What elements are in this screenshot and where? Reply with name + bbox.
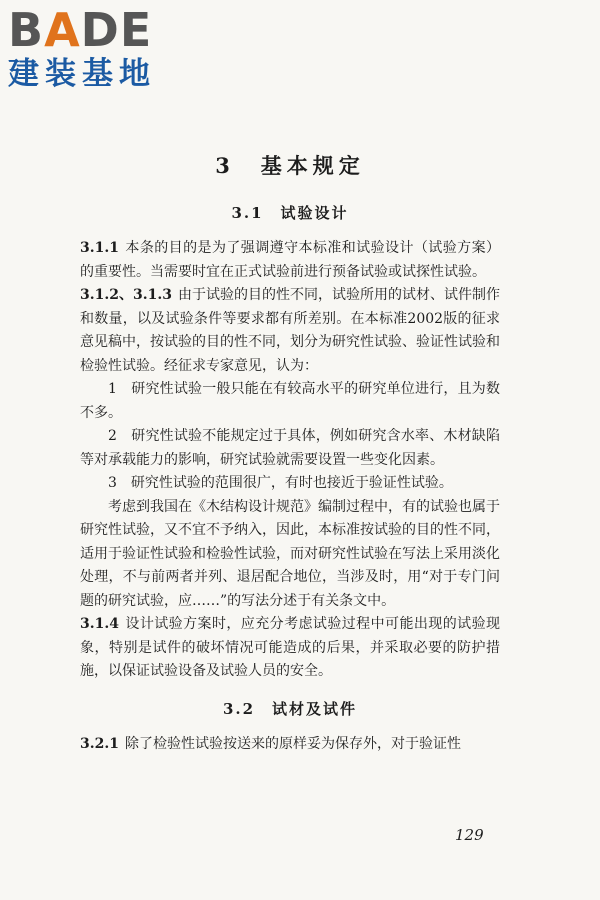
clause-number: 3.2.1 xyxy=(80,735,119,752)
clause-text: 本条的目的是为了强调遵守本标准和试验设计（试验方案）的重要性。当需要时宜在正式试验前进行预备试验或试探性试验。 xyxy=(80,240,500,280)
clause-text: 除了检验性试验按送来的原样妥为保存外，对于验证性 xyxy=(124,735,461,752)
list-item-2: 2 研究性试验不能规定过于具体，例如研究含水率、木材缺陷等对承载能力的影响，研究试验就需要设置一些变化因素。 xyxy=(80,428,500,468)
page-number: 129 xyxy=(455,826,484,844)
clause-text: 设计试验方案时，应充分考虑试验过程中可能出现的试验现象，特别是试件的破坏情况可能造成的后果，并采取必要的防护措施，以保证试验设备及试验人员的安全。 xyxy=(80,616,500,679)
clause-3-1-4 xyxy=(80,613,500,684)
clause-number: 3.1.2、3.1.3 xyxy=(80,287,172,303)
logo-chinese-text: 建装基地 xyxy=(8,56,156,92)
clause-3-1-1 xyxy=(80,237,500,284)
section-title-3-2: 3.2 试材及试件 xyxy=(222,699,358,718)
logo-latin-text xyxy=(8,3,156,57)
section-title-3-1: 3.1 试验设计 xyxy=(231,204,349,222)
clause-number: 3.1.4 xyxy=(80,616,119,632)
bade-logo xyxy=(8,3,156,92)
chapter-title: 3 基本规定 xyxy=(215,153,365,178)
logo-letters-de: DE xyxy=(80,3,153,57)
clause-text: 由于试验的目的性不同，试验所用的试材、试件制作和数量，以及试验条件等要求都有所差别。在本标准2002版的征求意见稿中，按试验的目的性不同，划分为研究性试验、验证性试验和检验性试验。经征求专家意见，认为： xyxy=(80,287,500,374)
clause-3-2-1 xyxy=(80,733,500,757)
clause-number: 3.1.1 xyxy=(80,240,119,256)
list-item-1: 1 研究性试验一般只能在有较高水平的研究单位进行，且为数不多。 xyxy=(80,381,500,421)
logo-letter-a: A xyxy=(44,3,81,57)
list-item-3: 3 研究性试验的范围很广，有时也接近于验证性试验。 xyxy=(108,475,453,491)
logo-letter-b: B xyxy=(8,3,45,57)
explanation-paragraph: 考虑到我国在《木结构设计规范》编制过程中，有的试验也属于研究性试验，又不宜不予纳入，因此，本标准按试验的目的性不同，适用于验证性试验和检验性试验，而对研究性试验在写法上采用淡化处理，不与前两者并列、退居配合地位，当涉及时，用“对于专门问题的研究试验，应……”的写法分述于有关条文中。 xyxy=(80,498,500,609)
page-content xyxy=(80,150,500,756)
clause-3-1-2-3 xyxy=(80,284,500,378)
